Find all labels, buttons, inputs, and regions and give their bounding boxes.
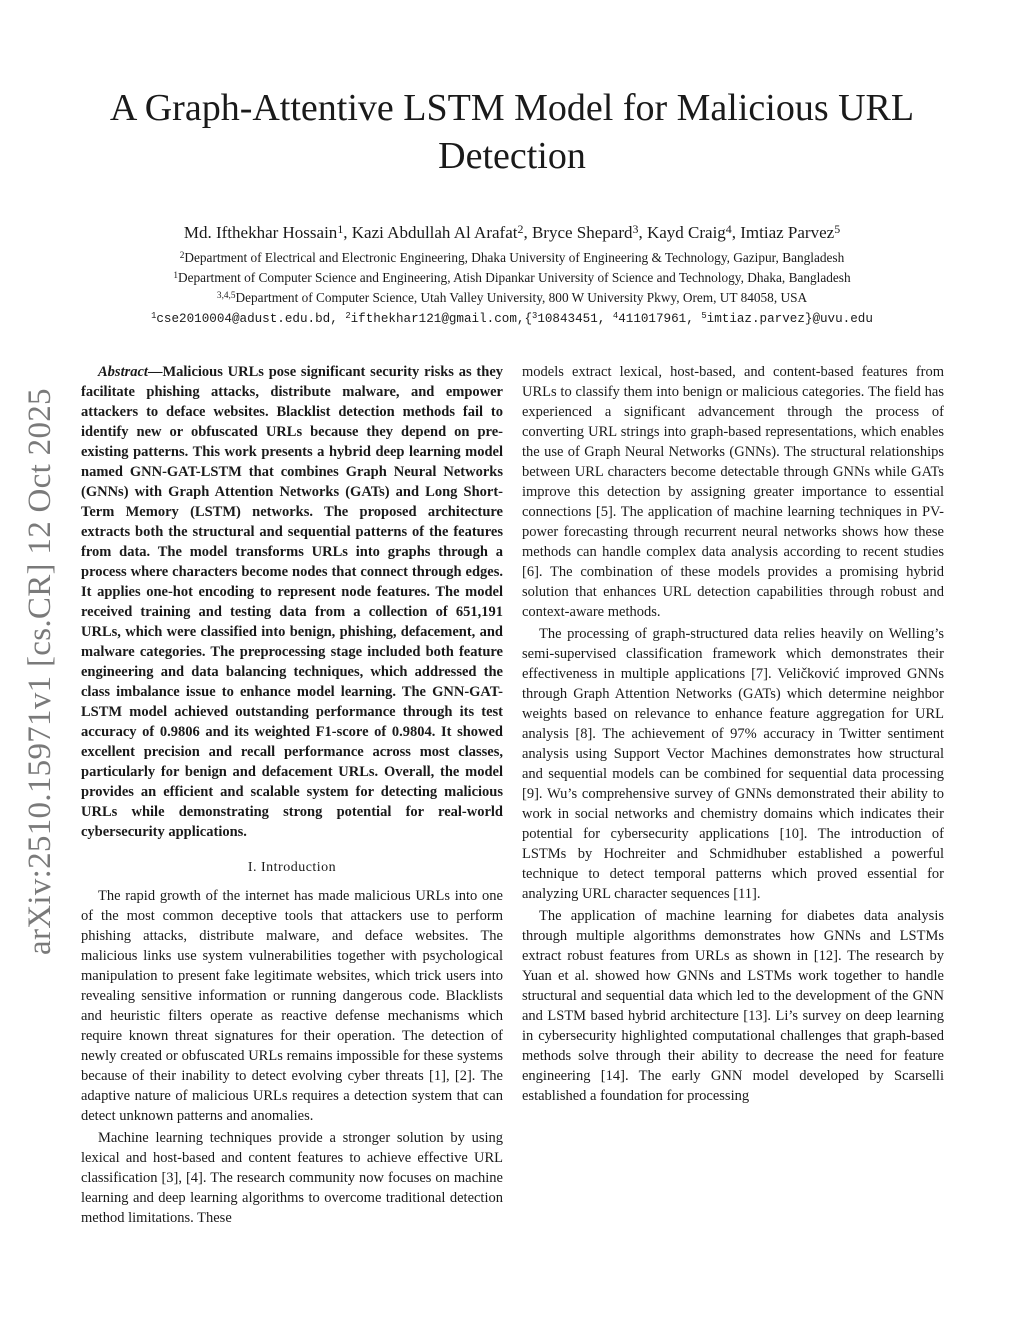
affiliation: $^1$Department of Computer Science and Engineering, Atish Dipankar University of Science and Technology, Dhaka, Bangladesh	[173, 270, 851, 285]
affiliation: $^{3,4,5}$Department of Computer Science, Utah Valley University, 800 W University Pkwy, Orem, UT 84058, USA	[216, 290, 808, 305]
section-heading-introduction: I. Introduction	[247, 860, 337, 875]
author-list: Md. Ifthekhar Hossain$^1$, Kazi Abdullah Al Arafat$^2$, Bryce Shepard$^3$, Kayd Craig$^4$, Imtiaz Parvez$^5$	[183, 221, 841, 242]
author-name: Kayd Craig	[646, 223, 726, 242]
right-column	[522, 362, 944, 1106]
author-sup: 1	[337, 221, 344, 236]
author-sup: 5	[834, 221, 841, 236]
author-name: Imtiaz Parvez	[740, 223, 835, 242]
email-list: $^1$cse2010004@adust.edu.bd, $^2$ifthekhar121@gmail.com,{$^3$10843451, $^4$411017961, $^5$imtiaz.parvez}@uvu.edu	[151, 311, 873, 326]
email-link[interactable]: 411017961,	[618, 312, 694, 326]
body-paragraph: models extract lexical, host-based, and content-based features from URLs to classify them into benign or malicious categories. The field has experienced a significant advancement through the process of converting URL strings into graph-based representations, which enables the use of Graph Neural Networks (GNNs). The structural relationships between URL characters become detectable through GNNs while GATs improve this detection by assigning greater importance to essential connections [5]. The application of machine learning techniques in PV-power forecasting through recurrent neural networks shows how these methods can handle complex data analysis according to recent studies [6]. The combination of these models provides a promising hybrid solution that enhances URL detection capabilities through robust and context-aware methods.	[522, 364, 944, 620]
author-sup: 2	[517, 221, 524, 236]
abstract-text: —Malicious URLs pose significant security risks as they facilitate phishing attacks, distribute malware, and empower attackers to deface websites. Blacklist detection methods fail to identify new or obfuscated URLs because they depend on pre-existing patterns. This work presents a hybrid deep learning model named GNN-GAT-LSTM that combines Graph Neural Networks (GNNs) with Graph Attention Networks (GATs) and Long Short-Term Memory (LSTM) networks. The proposed architecture extracts both the structural and sequential patterns of the features from data. The model transforms URLs into graphs through a process where characters become nodes that connect through edges. It applies one-hot encoding to represent node features. The model received training and testing data from a collection of 651,191 URLs, which were classified into benign, phishing, defacement, and malware categories. The preprocessing stage included both feature engineering and data balancing techniques, which addressed the class imbalance issue to enhance model learning. The GNN-GAT-LSTM model achieved outstanding performance through its test accuracy of 0.9806 and its weighted F1-score of 0.9804. It showed excellent precision and recall performance across most classes, particularly for benign and defacement URLs. Overall, the model provides an efficient and scalable system for detecting malicious URLs while demonstrating strong potential for real-world cybersecurity applications.	[81, 364, 503, 840]
body-paragraph: The processing of graph-structured data relies heavily on Welling’s semi-supervised classification framework which demonstrates their effectiveness in multiple applications [7]. Veličković improved GNNs through Graph Attention Networks (GATs) which determine neighbor weights based on relevance to enhance feature aggregation for URL analysis [8]. The achievement of 97% accuracy in Twitter sentiment analysis using Support Vector Machines demonstrates how structural and sequential models can be combined for sequential data processing [9]. Wu’s comprehensive survey of GNNs demonstrated their ability to work in social networks and chemistry domains which indicates their potential for cybersecurity applications [10]. The introduction of LSTMs by Hochreiter and Schmidhuber established a powerful technique to detect temporal patterns which proved essential for analyzing URL character sequences [11].	[522, 626, 944, 902]
abstract-label: Abstract	[98, 364, 148, 380]
body-paragraph: The rapid growth of the internet has made malicious URLs into one of the most common deceptive tools that attackers use to perform phishing attacks, distribute malware, and deface websites. The malicious links use system vulnerabilities together with psychological manipulation to present fake legitimate websites, which trick users into revealing sensitive information or running dangerous code. Blacklists and heuristic filters operate as reactive defense mechanisms which require known threat signatures for their operation. The detection of newly created or obfuscated URLs remains impossible for these systems because of their inability to detect evolving cyber threats [1], [2]. The adaptive nature of malicious URLs requires a detection system that can detect unknown patterns and anomalies.	[81, 888, 503, 1124]
author-name: Bryce Shepard	[531, 223, 633, 242]
affiliation: $^2$Department of Electrical and Electronic Engineering, Dhaka University of Engineering & Technology, Gazipur, Bangladesh	[179, 250, 845, 265]
author-sup: 4	[725, 221, 732, 236]
author-name: Kazi Abdullah Al Arafat	[351, 223, 518, 242]
author-name: Md. Ifthekhar Hossain	[183, 223, 338, 242]
arxiv-stamp: arXiv:2510.15971v1 [cs.CR] 12 Oct 2025	[22, 388, 58, 955]
author-sup: 3	[632, 221, 639, 236]
body-paragraph: Machine learning techniques provide a stronger solution by using lexical and host-based and content features to achieve effective URL classification [3], [4]. The research community now focuses on machine learning and deep learning algorithms to overcome traditional detection method limitations. These	[81, 1130, 503, 1226]
paper-title: A Graph-Attentive LSTM Model for Malicious URL Detection	[109, 87, 915, 177]
email-link[interactable]: ifthekhar121@gmail.com,{	[350, 312, 533, 326]
left-column	[81, 362, 503, 1228]
body-paragraph: The application of machine learning for diabetes data analysis through multiple algorithms demonstrates how GNNs and LSTMs extract robust features from URLs as shown in [12]. The research by Yuan et al. showed how GNNs and LSTMs work together to handle structural and sequential data which led to the development of the GNN and LSTM based hybrid architecture [13]. Li’s survey on deep learning in cybersecurity highlighted computational challenges that graph-based methods solve through their ability to decrease the need for feature engineering [14]. The early GNN model developed by Scarselli established a foundation for processing	[522, 908, 944, 1104]
email-link[interactable]: cse2010004@adust.edu.bd,	[156, 312, 338, 326]
email-link[interactable]: 10843451,	[537, 312, 606, 326]
abstract	[81, 362, 503, 842]
affiliation-list	[40, 248, 984, 308]
email-link[interactable]: imtiaz.parvez}@uvu.edu	[706, 312, 873, 326]
